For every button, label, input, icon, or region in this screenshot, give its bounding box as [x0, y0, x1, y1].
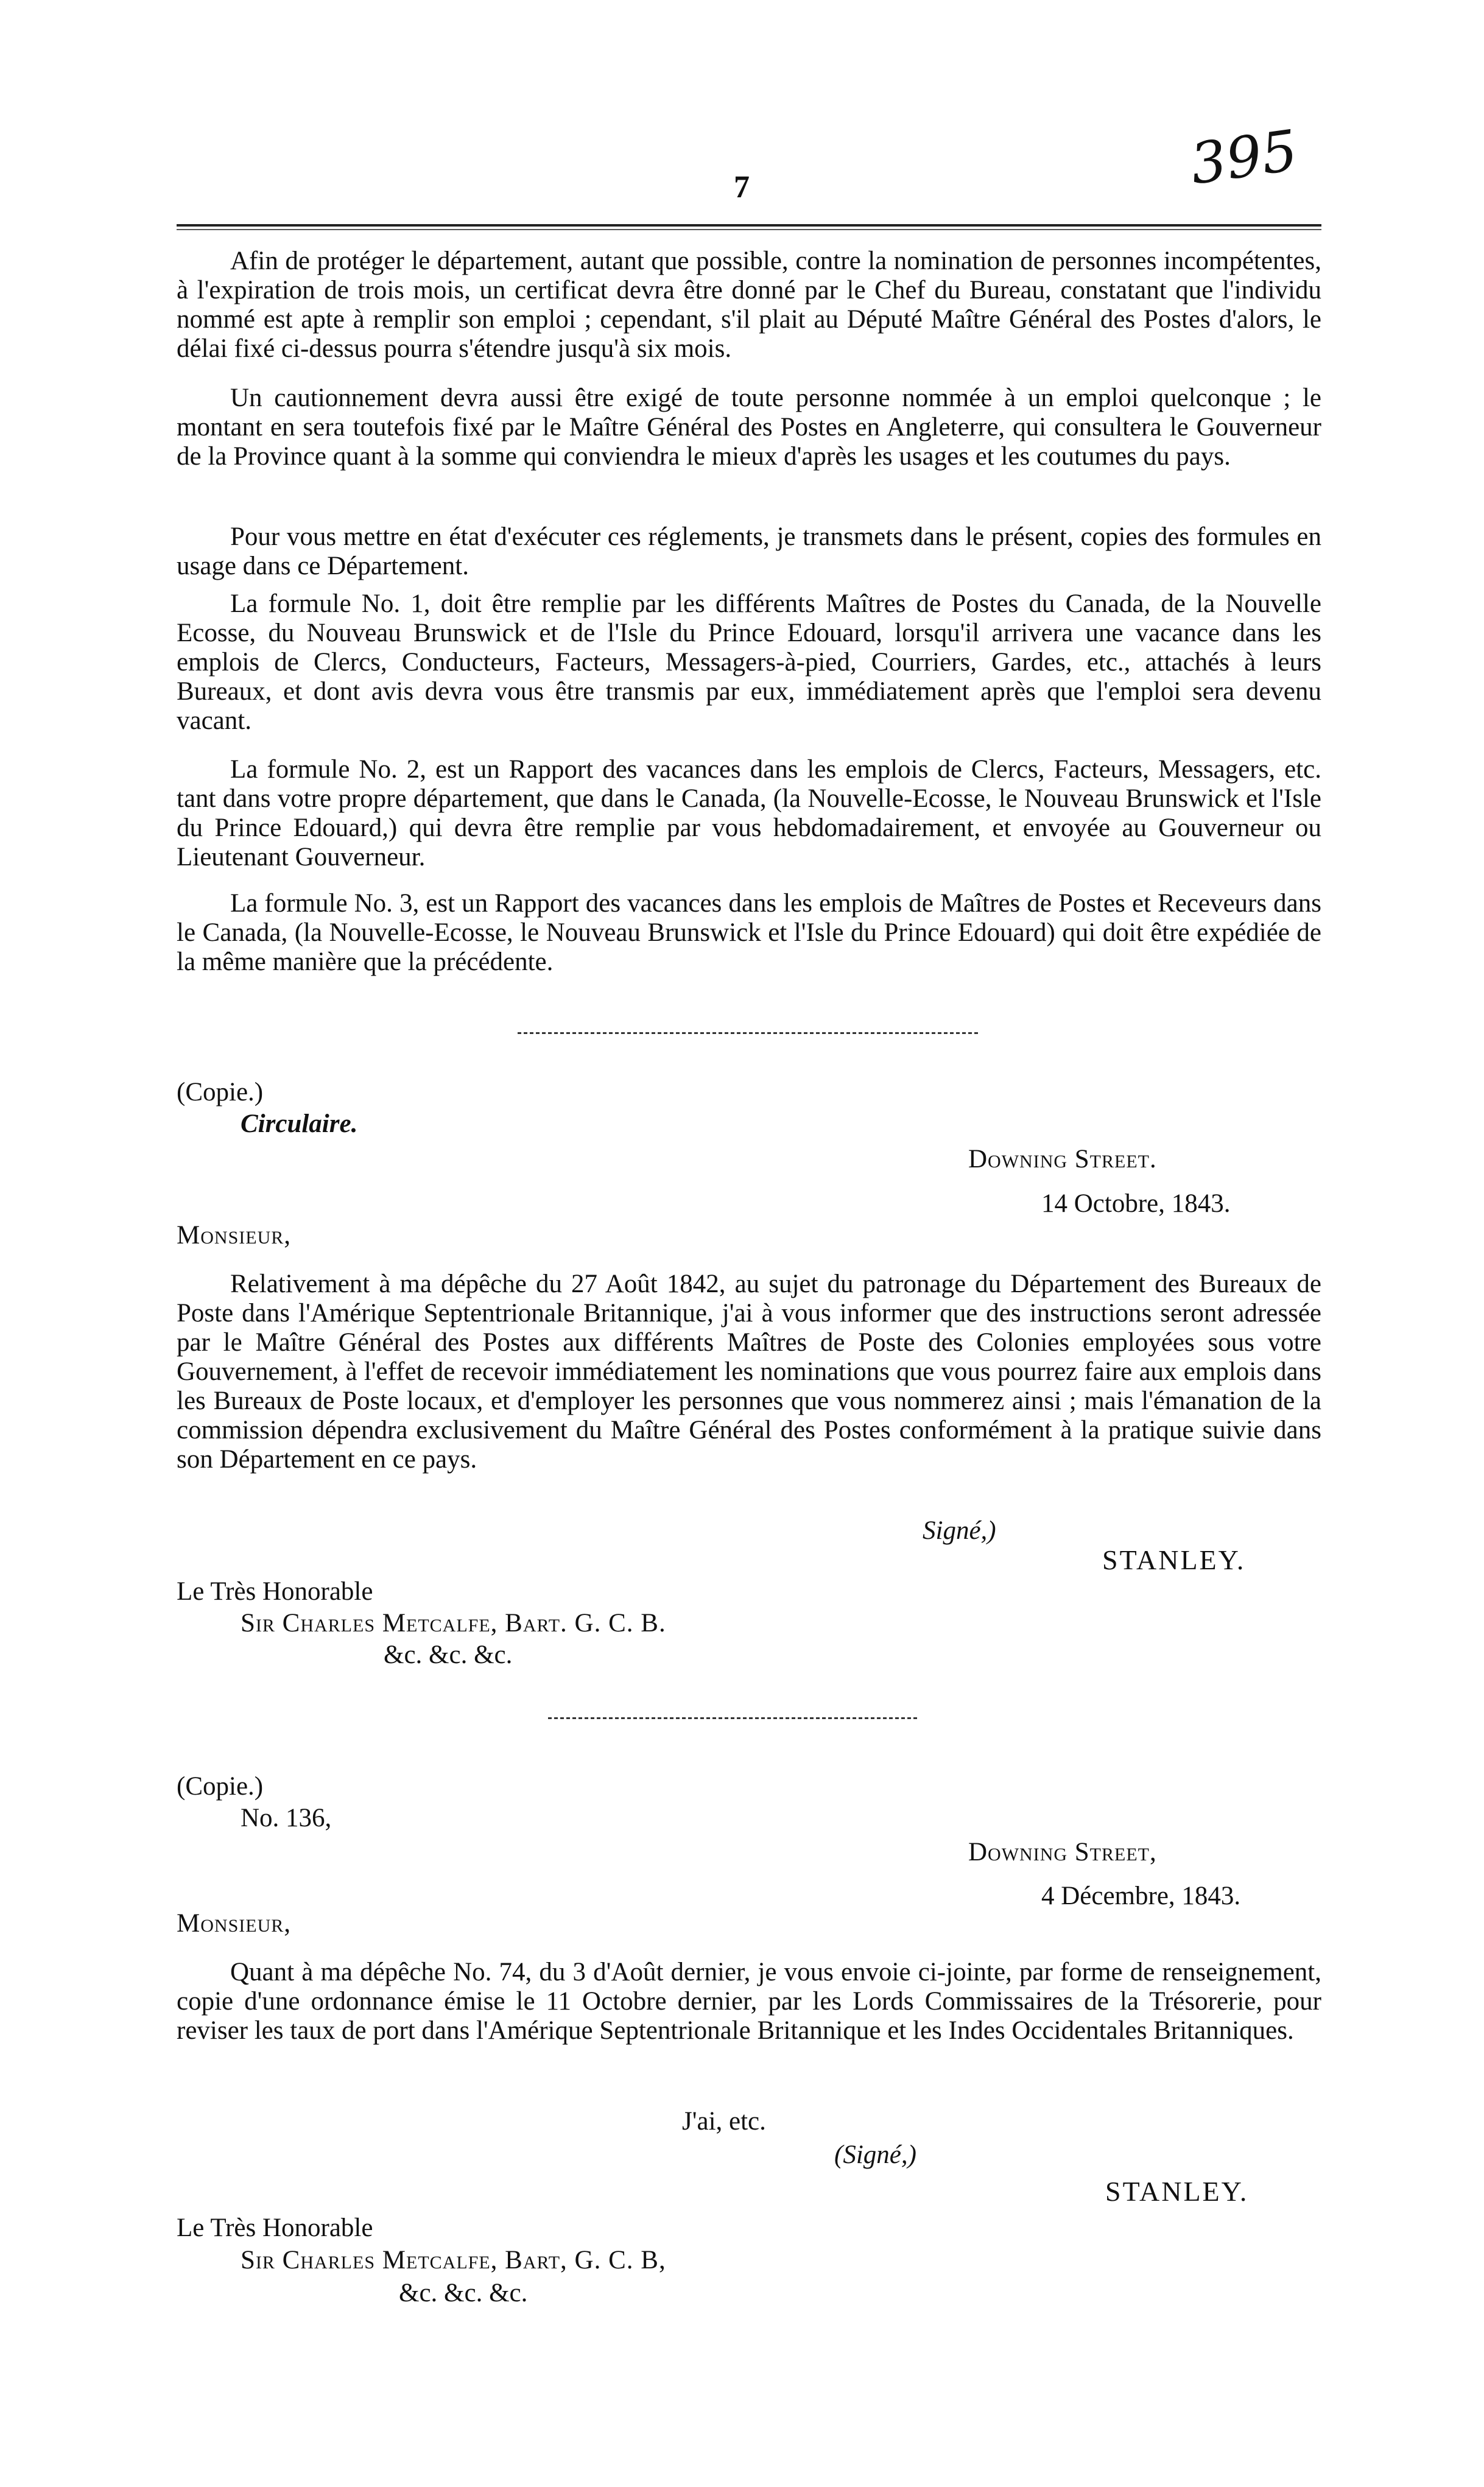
signature-2: STANLEY. — [1105, 2176, 1249, 2207]
copie-label-2: (Copie.) — [177, 1772, 264, 1801]
addressee-2-line-2: Sir Charles Metcalfe, Bart, G. C. B, — [241, 2246, 666, 2274]
letter-place: Downing Street. — [968, 1145, 1157, 1173]
page-number: 7 — [734, 170, 750, 205]
circulaire-label: Circulaire. — [241, 1110, 358, 1138]
letter-date: 14 Octobre, 1843. — [1041, 1189, 1231, 1218]
signe-label: Signé,) — [923, 1516, 996, 1545]
salutation: Monsieur, — [177, 1221, 291, 1250]
paragraph-cautionnement: Un cautionnement devra aussi être exigé de toute personne nommée à un emploi quelconque ; le montant en sera toutefois fixé par le Maître Général des Postes en Angleterre, qui consultera le Gouverneur de la Province quant à la somme qui conviendra le mieux d'après les usages et les coutumes du pays. — [177, 384, 1321, 471]
signe-label-2: (Signé,) — [834, 2141, 916, 2169]
paragraph-formule-3: La formule No. 3, est un Rapport des vacances dans les emplois de Maîtres de Postes et Receveurs dans le Canada, (la Nouvelle-Ecosse, le Nouveau Brunswick et l'Isle du Prince Edouard) qui doit être expédiée de la même manière que la précédente. — [177, 889, 1321, 976]
letter-date-2: 4 Décembre, 1843. — [1041, 1882, 1241, 1910]
addressee-line-2: Sir Charles Metcalfe, Bart. G. C. B. — [241, 1609, 666, 1637]
paragraph-formule-1: La formule No. 1, doit être remplie par les différents Maîtres de Postes du Canada, de la Nouvelle Ecosse, du Nouveau Brunswick et de l'Isle du Prince Edouard, lorsqu'il arrivera une vacance dans les emplois de Clercs, Conducteurs, Facteurs, Messagers-à-pied, Courriers, Gardes, etc., attachés à leurs Bureaux, et dont avis devra vous être transmis par eux, immédiatement après que l'emploi sera devenu vacant. — [177, 589, 1321, 735]
header-rule-thin — [177, 229, 1321, 230]
letter-body-2: Quant à ma dépêche No. 74, du 3 d'Août dernier, je vous envoie ci-jointe, par forme de renseignement, copie d'une ordonnance émise le 11 Octobre dernier, par les Lords Commissaires de la Trésorerie, pour reviser les taux de port dans l'Amérique Septentrionale Britannique et les Indes Occidentales Britanniques. — [177, 1958, 1321, 2045]
section-divider-2 — [548, 1717, 920, 1719]
paragraph-formules: Pour vous mettre en état d'exécuter ces réglements, je transmets dans le présent, copies des formules en usage dans ce Département. — [177, 522, 1321, 580]
paragraph-formule-2: La formule No. 2, est un Rapport des vacances dans les emplois de Clercs, Facteurs, Messagers, etc. tant dans votre propre département, que dans le Canada, (la Nouvelle-Ecosse, le Nouveau Brunswick et l'Isle du Prince Edouard,) qui devra être remplie par vous hebdomadairement, et envoyée au Gouverneur ou Lieutenant Gouverneur. — [177, 755, 1321, 871]
closing: J'ai, etc. — [682, 2107, 766, 2136]
section-divider — [518, 1032, 980, 1034]
letter-place-2: Downing Street, — [968, 1838, 1157, 1866]
letter-body: Relativement à ma dépêche du 27 Août 1842, au sujet du patronage du Département des Bureaux de Poste dans l'Amérique Septentrionale Britannique, j'ai à vous informer que des instructions seront adressée par le Maître Général des Postes aux différents Maîtres de Poste des Colonies employées sous votre Gouvernement, à l'effet de recevoir immédiatement les nominations que vous pourrez faire aux emplois dans les Bureaux de Poste locaux, et d'employer les personnes que vous nommerez ainsi ; mais l'émanation de la commission dépendra exclusivement du Maître Général des Postes conformément à la pratique suivie dans son Département en ce pays. — [177, 1270, 1321, 1474]
header-rule — [177, 224, 1321, 227]
copie-label: (Copie.) — [177, 1078, 264, 1106]
addressee-2-line-3: &c. &c. &c. — [399, 2279, 528, 2307]
paragraph-protection: Afin de protéger le département, autant que possible, contre la nomination de personnes incompétentes, à l'expiration de trois mois, un certificat devra être donné par le Chef du Bureau, constatant que l'individu nommé est apte à remplir son emploi ; cependant, s'il plait au Député Maître Général des Postes d'alors, le délai fixé ci-dessus pourra s'étendre jusqu'à six mois. — [177, 247, 1321, 363]
addressee-line-3: &c. &c. &c. — [384, 1641, 513, 1669]
despatch-number: No. 136, — [241, 1804, 332, 1832]
handwritten-folio-number: 395 — [1186, 118, 1302, 197]
salutation-2: Monsieur, — [177, 1909, 291, 1938]
signature: STANLEY. — [1102, 1544, 1246, 1575]
addressee-2-line-1: Le Très Honorable — [177, 2214, 373, 2242]
addressee-line-1: Le Très Honorable — [177, 1577, 373, 1606]
